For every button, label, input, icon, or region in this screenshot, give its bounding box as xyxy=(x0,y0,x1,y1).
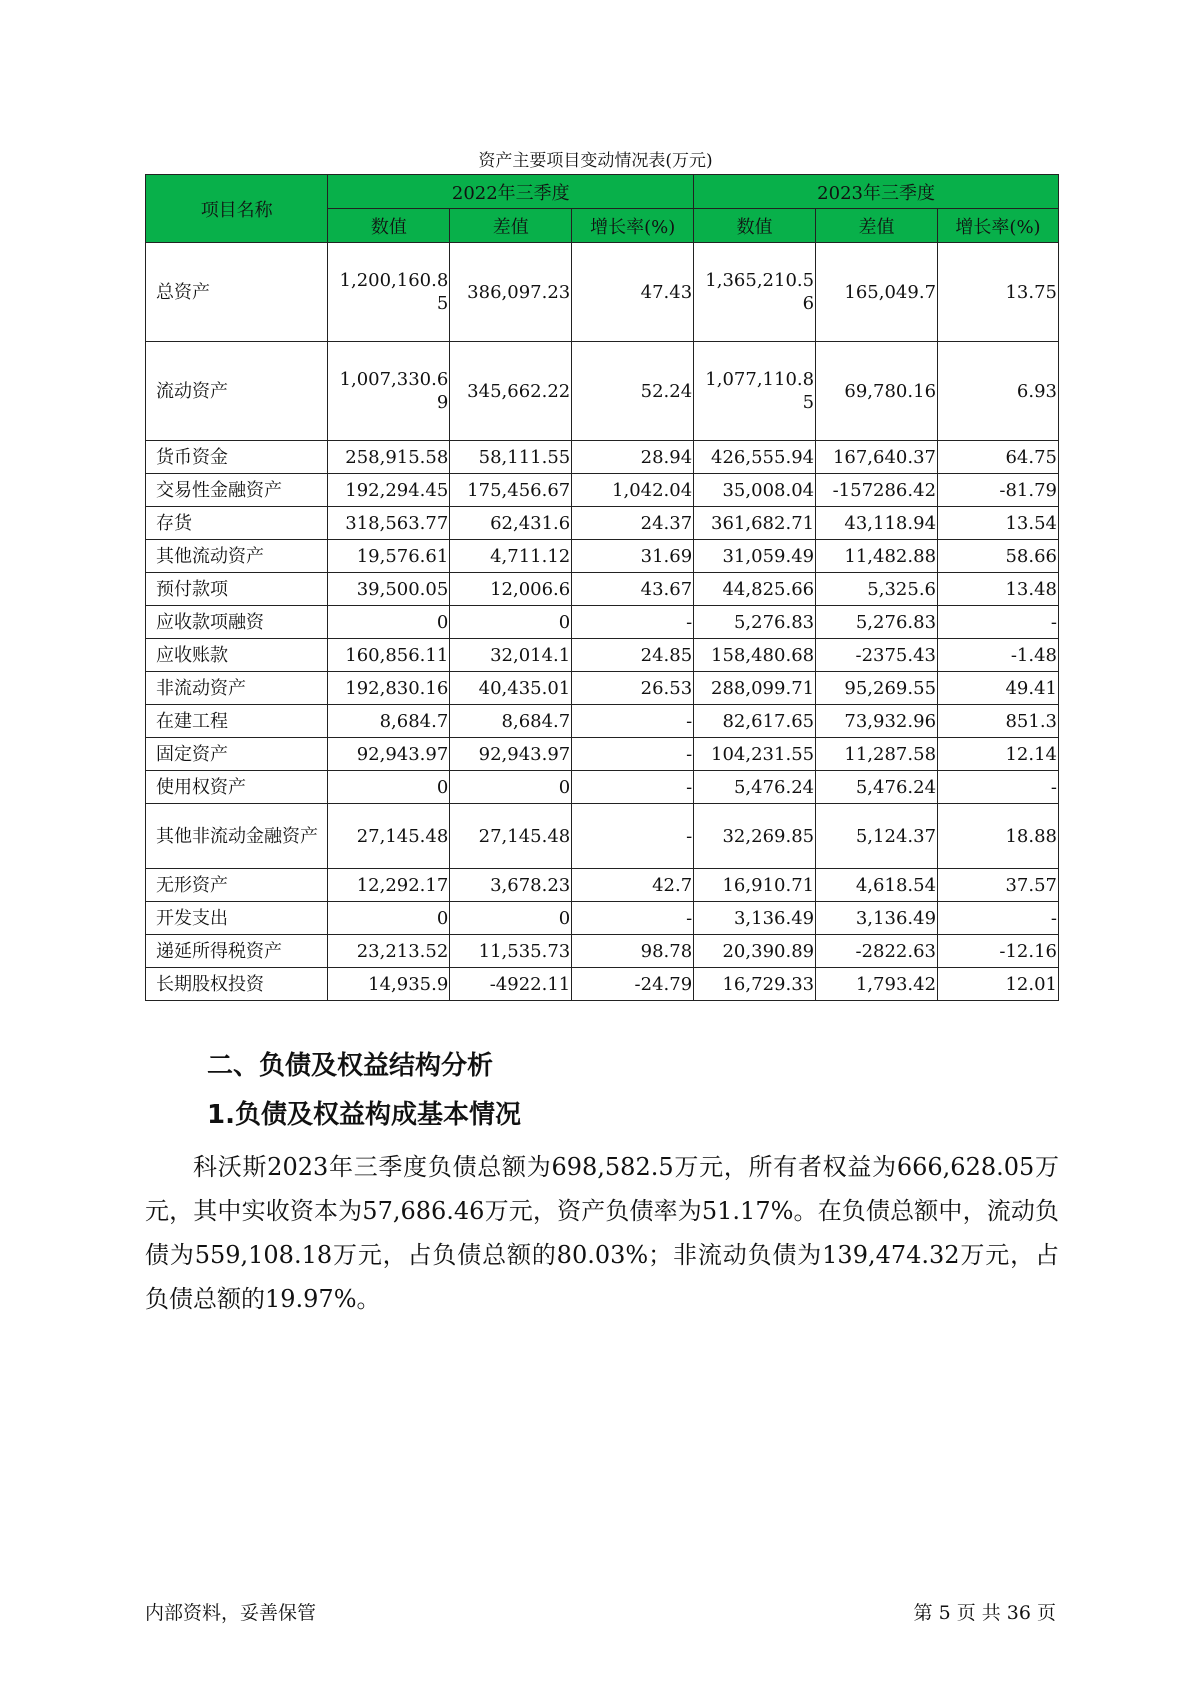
rate-2022: 28.94 xyxy=(572,441,694,474)
table-row xyxy=(146,804,1059,869)
diff-2022: 0 xyxy=(450,771,572,804)
table-row xyxy=(146,606,1059,639)
footer-page-number: 第 5 页 共 36 页 xyxy=(913,1602,1056,1624)
footer-confidential-note: 内部资料，妥善保管 xyxy=(145,1602,317,1624)
diff-2022: 62,431.6 xyxy=(450,507,572,540)
diff-2023: 1,793.42 xyxy=(816,968,938,1001)
item-name: 其他流动资产 xyxy=(146,540,328,573)
item-name: 预付款项 xyxy=(146,573,328,606)
table-row xyxy=(146,639,1059,672)
rate-2022: - xyxy=(572,902,694,935)
rate-2023: 12.01 xyxy=(938,968,1059,1001)
diff-2022: 3,678.23 xyxy=(450,869,572,902)
diff-2023: 5,325.6 xyxy=(816,573,938,606)
diff-2022: 12,006.6 xyxy=(450,573,572,606)
rate-2023: 851.3 xyxy=(938,705,1059,738)
header-group-2023: 2023年三季度 xyxy=(694,175,1059,209)
rate-2022: 24.37 xyxy=(572,507,694,540)
table-row xyxy=(146,968,1059,1001)
value-2023: 158,480.68 xyxy=(694,639,816,672)
value-2022: 27,145.48 xyxy=(328,804,450,869)
value-2023: 35,008.04 xyxy=(694,474,816,507)
value-2022: 8,684.7 xyxy=(328,705,450,738)
diff-2022: 58,111.55 xyxy=(450,441,572,474)
table-row xyxy=(146,935,1059,968)
item-name: 开发支出 xyxy=(146,902,328,935)
item-name: 应收款项融资 xyxy=(146,606,328,639)
rate-2023: 13.75 xyxy=(938,243,1059,342)
diff-2023: -2822.63 xyxy=(816,935,938,968)
table-row xyxy=(146,243,1059,342)
rate-2022: -24.79 xyxy=(572,968,694,1001)
table-row xyxy=(146,869,1059,902)
diff-2022: 386,097.23 xyxy=(450,243,572,342)
header-group-2022: 2022年三季度 xyxy=(328,175,694,209)
rate-2022: 43.67 xyxy=(572,573,694,606)
diff-2023: -2375.43 xyxy=(816,639,938,672)
diff-2023: 43,118.94 xyxy=(816,507,938,540)
value-2022: 1,200,160.85 xyxy=(328,243,450,342)
diff-2023: 11,287.58 xyxy=(816,738,938,771)
item-name: 存货 xyxy=(146,507,328,540)
table-caption: 资产主要项目变动情况表(万元) xyxy=(478,151,713,171)
body-paragraph: 科沃斯2023年三季度负债总额为698,582.5万元，所有者权益为666,628.05万元，其中实收资本为57,686.46万元，资产负债率为51.17%。在负债总额中，流动负债为559,108.18万元，占负债总额的80.03%；非流动负债为139,474.32万元，占负债总额的19.97%。 xyxy=(145,1153,1059,1313)
value-2023: 32,269.85 xyxy=(694,804,816,869)
value-2023: 361,682.71 xyxy=(694,507,816,540)
table-row xyxy=(146,672,1059,705)
rate-2022: - xyxy=(572,705,694,738)
rate-2022: 24.85 xyxy=(572,639,694,672)
value-2023: 16,910.71 xyxy=(694,869,816,902)
rate-2023: 58.66 xyxy=(938,540,1059,573)
diff-2022: 345,662.22 xyxy=(450,342,572,441)
item-name: 使用权资产 xyxy=(146,771,328,804)
value-2022: 160,856.11 xyxy=(328,639,450,672)
rate-2022: - xyxy=(572,606,694,639)
diff-2022: 92,943.97 xyxy=(450,738,572,771)
rate-2023: -81.79 xyxy=(938,474,1059,507)
subsection-heading: 1.负债及权益构成基本情况 xyxy=(207,1100,521,1130)
diff-2023: 3,136.49 xyxy=(816,902,938,935)
value-2023: 16,729.33 xyxy=(694,968,816,1001)
rate-2022: 47.43 xyxy=(572,243,694,342)
value-2022: 19,576.61 xyxy=(328,540,450,573)
diff-2023: -157286.42 xyxy=(816,474,938,507)
item-name: 其他非流动金融资产 xyxy=(146,804,328,869)
rate-2023: 18.88 xyxy=(938,804,1059,869)
table-row xyxy=(146,902,1059,935)
rate-2023: -1.48 xyxy=(938,639,1059,672)
value-2023: 31,059.49 xyxy=(694,540,816,573)
value-2022: 92,943.97 xyxy=(328,738,450,771)
diff-2023: 5,476.24 xyxy=(816,771,938,804)
diff-2022: -4922.11 xyxy=(450,968,572,1001)
value-2022: 192,294.45 xyxy=(328,474,450,507)
table-row xyxy=(146,771,1059,804)
item-name: 固定资产 xyxy=(146,738,328,771)
diff-2022: 32,014.1 xyxy=(450,639,572,672)
header-rate-2022: 增长率(%) xyxy=(572,209,694,243)
value-2022: 14,935.9 xyxy=(328,968,450,1001)
rate-2022: 1,042.04 xyxy=(572,474,694,507)
header-value-2023: 数值 xyxy=(694,209,816,243)
table-row xyxy=(146,540,1059,573)
rate-2023: 64.75 xyxy=(938,441,1059,474)
rate-2023: 37.57 xyxy=(938,869,1059,902)
item-name: 总资产 xyxy=(146,243,328,342)
table-row xyxy=(146,705,1059,738)
rate-2023: - xyxy=(938,606,1059,639)
rate-2022: 52.24 xyxy=(572,342,694,441)
value-2022: 0 xyxy=(328,771,450,804)
rate-2023: 6.93 xyxy=(938,342,1059,441)
diff-2023: 69,780.16 xyxy=(816,342,938,441)
item-name: 递延所得税资产 xyxy=(146,935,328,968)
diff-2022: 27,145.48 xyxy=(450,804,572,869)
item-name: 在建工程 xyxy=(146,705,328,738)
value-2023: 44,825.66 xyxy=(694,573,816,606)
item-name: 货币资金 xyxy=(146,441,328,474)
rate-2022: - xyxy=(572,738,694,771)
diff-2023: 167,640.37 xyxy=(816,441,938,474)
rate-2022: - xyxy=(572,771,694,804)
diff-2022: 175,456.67 xyxy=(450,474,572,507)
item-name: 流动资产 xyxy=(146,342,328,441)
header-value-2022: 数值 xyxy=(328,209,450,243)
rate-2022: 42.7 xyxy=(572,869,694,902)
value-2023: 288,099.71 xyxy=(694,672,816,705)
item-name: 长期股权投资 xyxy=(146,968,328,1001)
value-2023: 426,555.94 xyxy=(694,441,816,474)
header-item-name: 项目名称 xyxy=(146,175,328,243)
item-name: 应收账款 xyxy=(146,639,328,672)
value-2023: 1,365,210.56 xyxy=(694,243,816,342)
value-2023: 82,617.65 xyxy=(694,705,816,738)
diff-2023: 5,276.83 xyxy=(816,606,938,639)
value-2022: 39,500.05 xyxy=(328,573,450,606)
value-2022: 318,563.77 xyxy=(328,507,450,540)
rate-2022: 31.69 xyxy=(572,540,694,573)
value-2022: 12,292.17 xyxy=(328,869,450,902)
rate-2023: - xyxy=(938,902,1059,935)
rate-2023: 13.54 xyxy=(938,507,1059,540)
diff-2023: 95,269.55 xyxy=(816,672,938,705)
rate-2023: 12.14 xyxy=(938,738,1059,771)
rate-2023: -12.16 xyxy=(938,935,1059,968)
value-2023: 3,136.49 xyxy=(694,902,816,935)
asset-change-table xyxy=(145,174,1059,1001)
diff-2022: 0 xyxy=(450,606,572,639)
diff-2023: 165,049.7 xyxy=(816,243,938,342)
value-2022: 0 xyxy=(328,606,450,639)
table-row xyxy=(146,573,1059,606)
section-heading: 二、负债及权益结构分析 xyxy=(207,1051,494,1081)
diff-2022: 40,435.01 xyxy=(450,672,572,705)
table-row xyxy=(146,738,1059,771)
value-2023: 104,231.55 xyxy=(694,738,816,771)
value-2023: 5,476.24 xyxy=(694,771,816,804)
rate-2022: 98.78 xyxy=(572,935,694,968)
diff-2022: 0 xyxy=(450,902,572,935)
rate-2023: 13.48 xyxy=(938,573,1059,606)
item-name: 无形资产 xyxy=(146,869,328,902)
rate-2022: - xyxy=(572,804,694,869)
value-2023: 5,276.83 xyxy=(694,606,816,639)
header-diff-2022: 差值 xyxy=(450,209,572,243)
table-row xyxy=(146,441,1059,474)
rate-2022: 26.53 xyxy=(572,672,694,705)
rate-2023: 49.41 xyxy=(938,672,1059,705)
header-diff-2023: 差值 xyxy=(816,209,938,243)
value-2023: 20,390.89 xyxy=(694,935,816,968)
diff-2022: 8,684.7 xyxy=(450,705,572,738)
item-name: 交易性金融资产 xyxy=(146,474,328,507)
diff-2023: 4,618.54 xyxy=(816,869,938,902)
diff-2023: 5,124.37 xyxy=(816,804,938,869)
item-name: 非流动资产 xyxy=(146,672,328,705)
value-2022: 0 xyxy=(328,902,450,935)
table-row xyxy=(146,474,1059,507)
value-2023: 1,077,110.85 xyxy=(694,342,816,441)
diff-2022: 11,535.73 xyxy=(450,935,572,968)
value-2022: 192,830.16 xyxy=(328,672,450,705)
rate-2023: - xyxy=(938,771,1059,804)
value-2022: 258,915.58 xyxy=(328,441,450,474)
diff-2023: 73,932.96 xyxy=(816,705,938,738)
value-2022: 23,213.52 xyxy=(328,935,450,968)
table-row xyxy=(146,342,1059,441)
table-row xyxy=(146,507,1059,540)
diff-2022: 4,711.12 xyxy=(450,540,572,573)
header-rate-2023: 增长率(%) xyxy=(938,209,1059,243)
diff-2023: 11,482.88 xyxy=(816,540,938,573)
value-2022: 1,007,330.69 xyxy=(328,342,450,441)
